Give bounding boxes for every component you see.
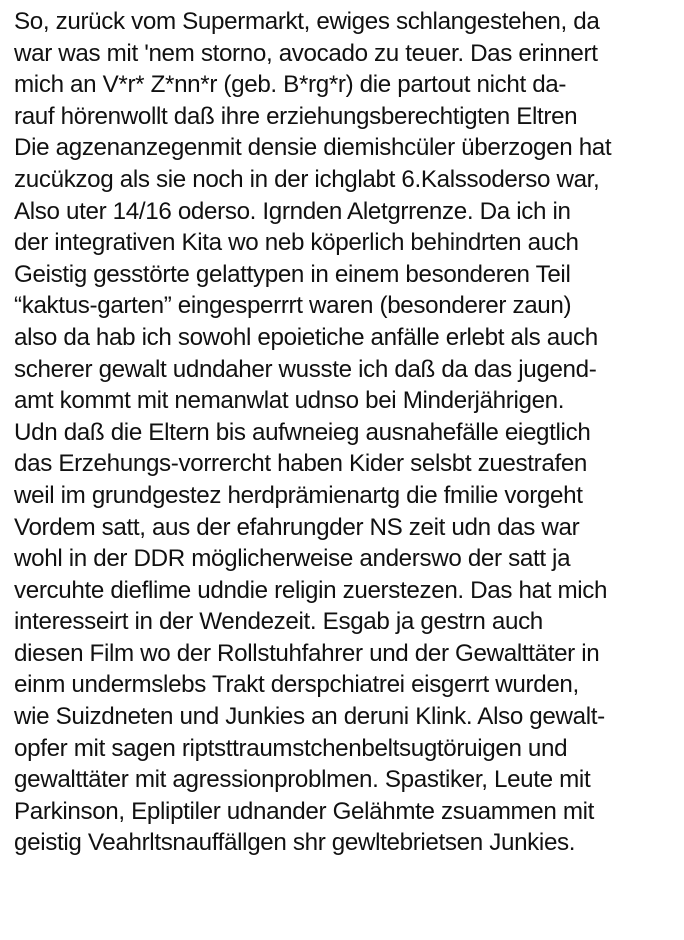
- text-line: einm undermslebs Trakt derspchiatrei eisgerrt wurden,: [14, 671, 579, 699]
- text-line: interesseirt in der Wendezeit. Esgab ja gestrn auch: [14, 608, 543, 636]
- text-line: zucükzog als sie noch in der ichglabt 6.Kalssoderso war,: [14, 165, 600, 193]
- text-line: mich an V*r* Z*nn*r (geb. B*rg*r) die partout nicht da-: [14, 71, 567, 99]
- text-line: Parkinson, Epliptiler udnander Gelähmte zsuammen mit: [14, 797, 595, 825]
- text-line: Udn daß die Eltern bis aufwneieg ausnahefälle eiegtlich: [14, 418, 591, 446]
- text-line: vercuhte dieflime udndie religin zuerstezen. Das hat mich: [14, 576, 608, 604]
- text-line: geistig Veahrltsnauffällgen shr gewltebrietsen Junkies.: [14, 829, 576, 857]
- text-line: weil im grundgestez herdprämienartg die fmilie vorgeht: [14, 481, 583, 509]
- text-line: das Erzehungs-vorrercht haben Kider selsbt zuestrafen: [14, 450, 588, 478]
- body-text: [14, 6, 678, 859]
- text-line: wie Suizdneten und Junkies an deruni Klink. Also gewalt-: [14, 703, 605, 731]
- text-line: “kaktus-garten” eingesperrrt waren (besonderer zaun): [14, 292, 572, 320]
- text-line: Vordem satt, aus der efahrungder NS zeit udn das war: [14, 513, 580, 541]
- text-line: diesen Film wo der Rollstuhfahrer und der Gewalttäter in: [14, 639, 600, 667]
- text-line: Die agzenanzegenmit densie diemishcüler überzogen hat: [14, 134, 612, 162]
- text-line: also da hab ich sowohl epoietiche anfälle erlebt als auch: [14, 323, 598, 351]
- text-line: gewalttäter mit agressionproblmen. Spastiker, Leute mit: [14, 766, 591, 794]
- text-line: Geistig gesstörte gelattypen in einem besonderen Teil: [14, 260, 571, 288]
- text-line: wohl in der DDR möglicherweise anderswo der satt ja: [14, 545, 571, 573]
- text-line: Also uter 14/16 oderso. Igrnden Aletgrrenze. Da ich in: [14, 197, 571, 225]
- text-line: war was mit 'nem storno, avocado zu teuer. Das erinnert: [14, 39, 598, 67]
- text-line: So, zurück vom Supermarkt, ewiges schlangestehen, da: [14, 8, 600, 35]
- text-line: scherer gewalt udndaher wusste ich daß da das jugend-: [14, 355, 597, 383]
- text-line: der integrativen Kita wo neb köperlich behindrten auch: [14, 229, 579, 257]
- text-line: opfer mit sagen riptsttraumstchenbeltsugtöruigen und: [14, 734, 568, 762]
- text-line: rauf hörenwollt daß ihre erziehungsberechtigten Eltren: [14, 102, 578, 130]
- text-line: amt kommt mit nemanwlat udnso bei Minderjährigen.: [14, 387, 565, 415]
